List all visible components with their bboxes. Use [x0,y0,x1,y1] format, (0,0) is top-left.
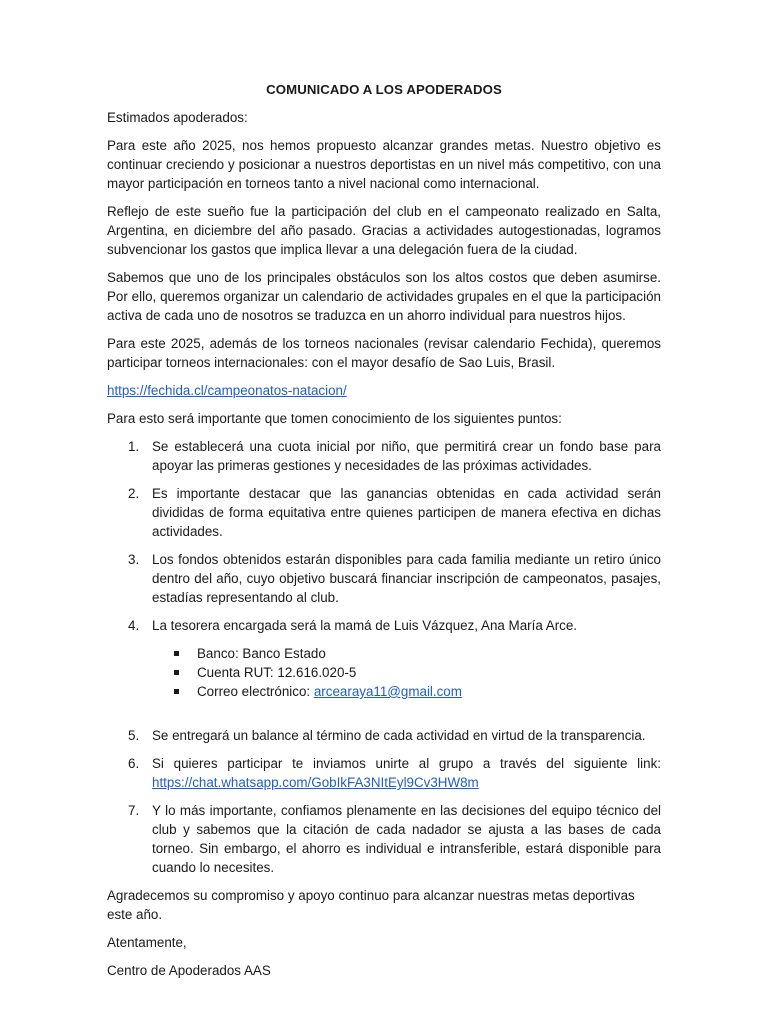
fechida-link[interactable]: https://fechida.cl/campeonatos-natacion/ [107,383,347,398]
list-item-text: Los fondos obtenidos estarán disponibles para cada familia mediante un retiro único dentro del año, cuyo objetivo buscará financiar inscripción de campeonatos, pasajes, estadías representando al club. [152,552,661,605]
bullet-icon [174,689,179,694]
paragraph-tournaments: Para este 2025, además de los torneos nacionales (revisar calendario Fechida), queremos participar torneos internacionales: con el mayor desafío de Sao Luis, Brasil. [107,336,661,370]
list-item [107,726,661,745]
bullet-icon [174,670,179,675]
document-title: COMUNICADO A LOS APODERADOS [266,82,502,97]
list-item [107,616,661,717]
list-item [107,484,661,541]
email-label: Correo electrónico: [197,684,314,699]
list-number: 4. [128,618,140,633]
greeting: Estimados apoderados: [107,110,248,125]
list-item-text: Si quieres participar te inviamos unirte al grupo a través del siguiente link: [152,756,661,771]
list-item-text: La tesorera encargada será la mamá de Luis Vázquez, Ana María Arce. [152,618,578,633]
list-number: 7. [128,803,140,818]
list-item-text: Se establecerá una cuota inicial por niño, que permitirá crear un fondo base para apoyar las primeras gestiones y necesidades de las próximas actividades. [152,439,661,473]
list-number: 3. [128,552,140,567]
points-intro: Para esto será importante que tomen conocimiento de los siguientes puntos: [107,411,562,426]
bank-name-item [152,644,661,663]
list-item [107,754,661,792]
bullet-icon [174,651,179,656]
points-list [107,437,661,877]
signoff: Atentamente, [107,935,187,950]
email-item [152,682,661,701]
fechida-link-paragraph [107,381,661,400]
whatsapp-link[interactable]: https://chat.whatsapp.com/GobIkFA3NItEyl9Cv3HW8m [152,775,479,790]
list-item [107,550,661,607]
list-number: 1. [128,439,140,454]
bank-name: Banco: Banco Estado [197,646,326,661]
list-number: 5. [128,728,140,743]
account-rut: Cuenta RUT: 12.616.020-5 [197,665,357,680]
list-item-text: Se entregará un balance al término de cada actividad en virtud de la transparencia. [152,728,646,743]
paragraph-goals: Para este año 2025, nos hemos propuesto alcanzar grandes metas. Nuestro objetivo es continuar creciendo y posicionar a nuestros deportistas en un nivel más competitivo, con una mayor participación en torneos tanto a nivel nacional como internacional. [107,138,661,191]
spacer [152,701,661,717]
list-number: 2. [128,486,140,501]
list-item-text: Y lo más importante, confiamos plenamente en las decisiones del equipo técnico del club y sabemos que la citación de cada nadador se ajusta a las bases de cada torneo. Sin embargo, el ahorro es individual e intransferible, estará disponible para cuando lo necesites. [152,803,661,875]
list-item [107,801,661,877]
list-item-text: Es importante destacar que las ganancias obtenidas en cada actividad serán divididas de forma equitativa entre quienes participen de manera efectiva en dichas actividades. [152,486,661,539]
list-item [107,437,661,475]
paragraph-salta: Reflejo de este sueño fue la participación del club en el campeonato realizado en Salta, Argentina, en diciembre del año pasado. Gracias a actividades autogestionadas, logramos subvencionar los gastos que implica llevar a una delegación fuera de la ciudad. [107,204,661,257]
closing-paragraph: Agradecemos su compromiso y apoyo continuo para alcanzar nuestras metas deportivas este año. [107,888,635,922]
list-number: 6. [128,756,140,771]
email-link[interactable]: arcearaya11@gmail.com [313,684,462,699]
account-rut-item [152,663,661,682]
bank-details [152,644,661,701]
paragraph-costs: Sabemos que uno de los principales obstáculos son los altos costos que deben asumirse. Por ello, queremos organizar un calendario de actividades grupales en el que la participación activa de cada uno de nosotros se traduzca en un ahorro individual para nuestros hijos. [107,270,661,323]
signature: Centro de Apoderados AAS [107,963,271,978]
